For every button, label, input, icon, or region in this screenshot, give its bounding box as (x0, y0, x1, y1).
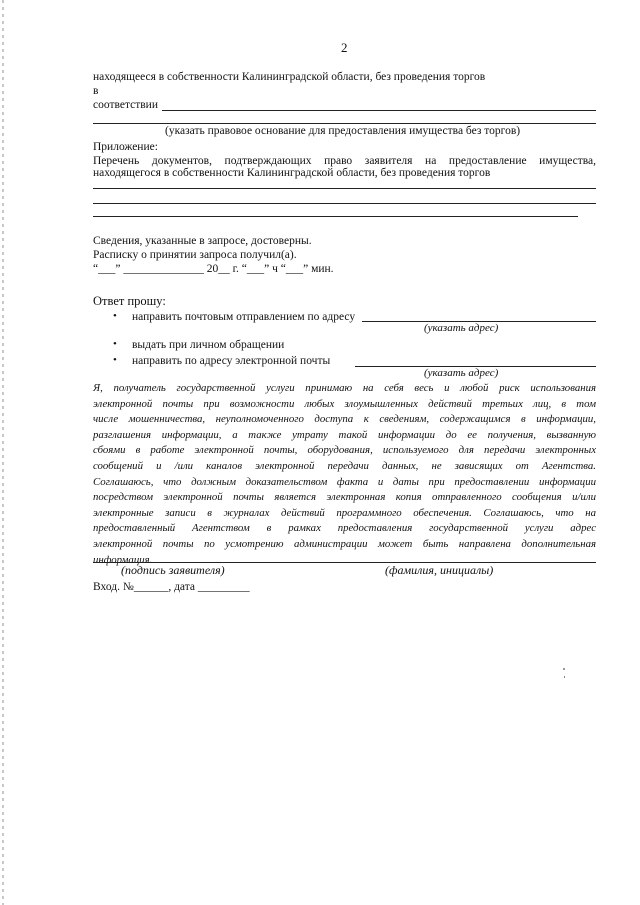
consent-line: Соглашаюсь, что должным доказательством факта и даты при предоставлении информации (93, 475, 596, 488)
attachment-text-2: находящегося в собственности Калининградской области, без проведения торгов (93, 167, 491, 179)
consent-line: информация. (93, 553, 153, 566)
accordance-label: соответствии (93, 99, 158, 111)
scan-speck (564, 676, 565, 678)
consent-line: сообщений и /или каналов электронной передачи данных, не зависящих от Агентства. (93, 459, 596, 472)
scan-edge-artifact (2, 0, 4, 905)
incoming-registration[interactable]: Вход. №______, дата _________ (93, 581, 250, 593)
attachment-heading: Приложение: (93, 141, 158, 153)
accordance-fill-line[interactable] (162, 110, 596, 111)
consent-line: Я, получатель государственной услуги принимаю на себя весь и любой риск использования (93, 382, 596, 394)
accuracy-statement: Сведения, указанные в запросе, достоверны. (93, 235, 312, 247)
basis-hint: (указать правовое основание для предоставления имущества без торгов) (165, 125, 521, 137)
consent-line: предоставленный Агентством в рамках предоставления государственной услуги адрес (93, 522, 596, 535)
consent-line: посредством электронной почты является электронная копия отправленного сообщения и/или (93, 491, 596, 504)
scan-speck (563, 668, 565, 670)
consent-line: сбоями в работе электронной почты, оборудования, используемого для передачи электронных (93, 444, 596, 457)
option-post[interactable]: направить почтовым отправлением по адресу (132, 311, 356, 323)
consent-line: числе мошенничества, неуполномоченного доступа к сведениям, содержащимся в информации, (93, 413, 596, 426)
post-address-hint: (указать адрес) (424, 322, 499, 334)
attachment-text-1: Перечень документов, подтверждающих право заявителя на предоставление имущества, (93, 155, 596, 167)
bullet-icon: • (113, 310, 117, 322)
consent-line: электронные записи в журналах действий программного обеспечения. Соглашаюсь, что на (93, 506, 596, 519)
property-line: находящееся в собственности Калининградской области, без проведения торгов (93, 71, 486, 83)
email-address-hint: (указать адрес) (424, 367, 499, 379)
preposition-line: в (93, 85, 99, 97)
consent-line: электронной почты при возможности любых злоумышленных действий третьих лиц, в том (93, 397, 596, 410)
consent-line: разглашения информации, а также утрату такой информации до ее получения, вызванную (93, 428, 596, 441)
attachment-fill-line-1[interactable] (93, 188, 596, 189)
answer-heading: Ответ прошу: (93, 294, 166, 308)
receipt-statement: Расписку о принятии запроса получил(а). (93, 249, 297, 261)
option-in-person[interactable]: выдать при личном обращении (132, 339, 285, 351)
signature-label: (подпись заявителя) (121, 563, 225, 577)
attachment-fill-line-3[interactable] (93, 216, 578, 217)
bullet-icon: • (113, 338, 117, 350)
date-time-line[interactable]: “___” ______________ 20__ г. “___” ч “___” мин. (93, 263, 334, 275)
attachment-fill-line-2[interactable] (93, 203, 596, 204)
email-consent-paragraph (93, 381, 596, 568)
consent-line: электронной почты по усмотрению администрации может быть направлена дополнительная (93, 537, 596, 550)
bullet-icon: • (113, 354, 117, 366)
name-label: (фамилия, инициалы) (385, 563, 494, 577)
option-email[interactable]: направить по адресу электронной почты (132, 355, 331, 367)
page-number: 2 (341, 40, 348, 55)
